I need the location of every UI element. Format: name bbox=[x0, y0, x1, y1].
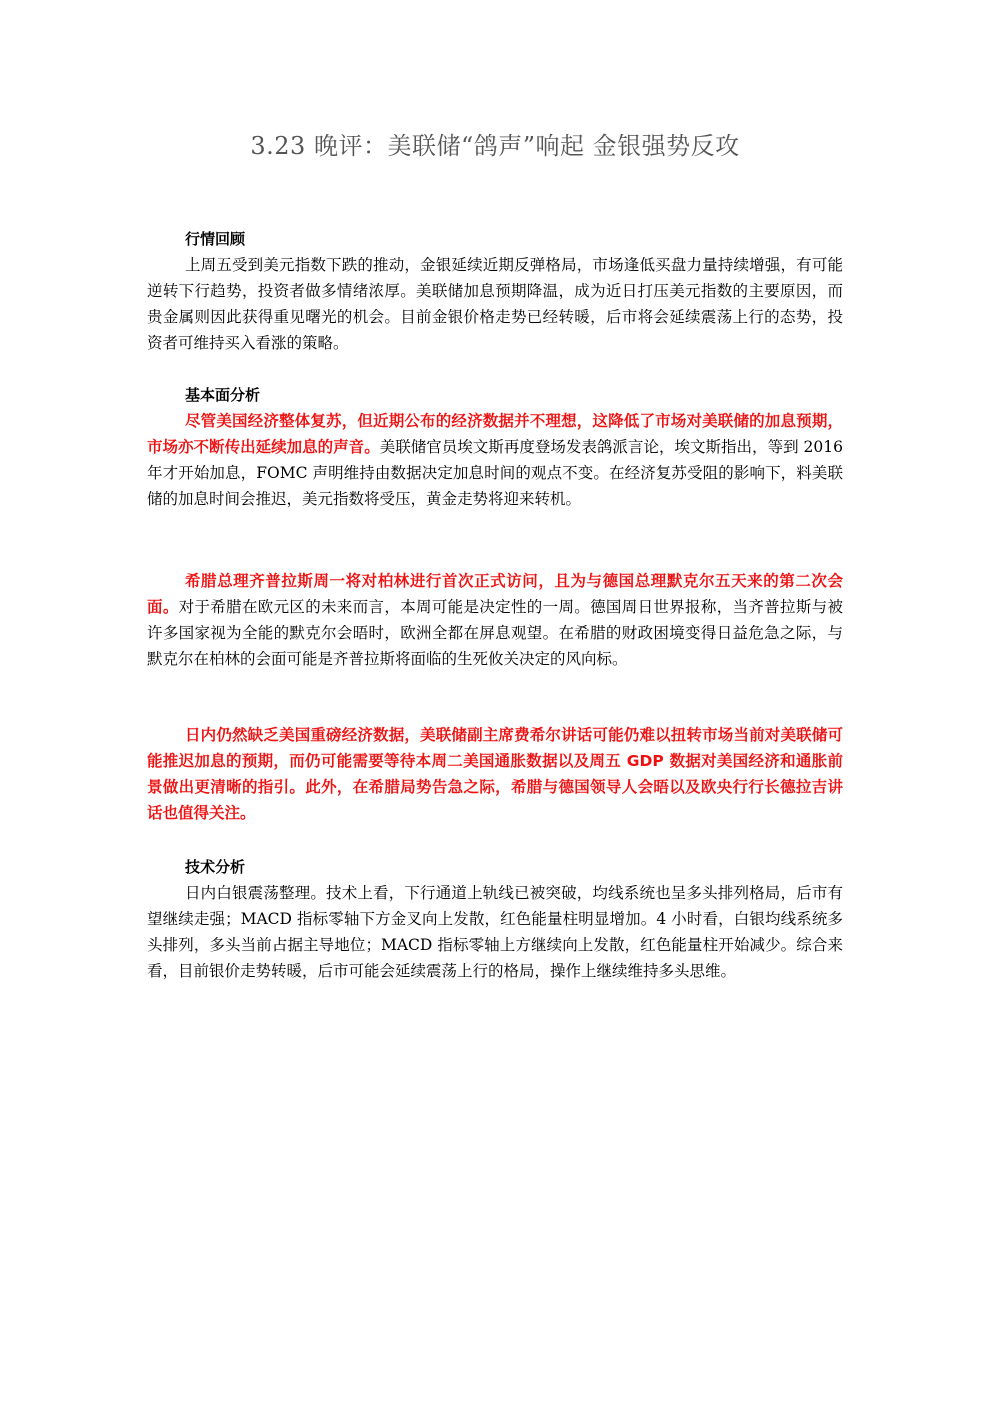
fundamental-highlight-1: 尽管美国经济整体复苏，但近期公布的经济数据并不理想，这降低了市场对美联储的加息预期，市场亦不断传出延续加息的声音。 bbox=[147, 412, 843, 456]
section-heading-market-review: 行情回顾 bbox=[185, 230, 246, 248]
fundamental-highlight-3: 日内仍然缺乏美国重磅经济数据，美联储副主席费希尔讲话可能仍难以扭转市场当前对美联储可能推迟加息的预期，而仍可能需要等待本周二美国通胀数据以及周五 GDP 数据对美国经济和通胀前景做出更清晰的指引。此外，在希腊局势告急之际，希腊与德国领导人会晤以及欧央行行长德拉吉讲话也值得关注。 bbox=[147, 726, 843, 822]
fundamental-text-1: 美联储官员埃文斯再度登场发表鸽派言论，埃文斯指出，等到 2016 年才开始加息，FOMC 声明维持由数据决定加息时间的观点不变。在经济复苏受阻的影响下，料美联储的加息时间会推迟，美元指数将受压，黄金走势将迎来转机。 bbox=[147, 438, 843, 508]
market-review-paragraph: 上周五受到美元指数下跌的推动，金银延续近期反弹格局，市场逢低买盘力量持续增强，有可能逆转下行趋势，投资者做多情绪浓厚。美联储加息预期降温，成为近日打压美元指数的主要原因，而贵金属则因此获得重见曙光的机会。目前金银价格走势已经转暖，后市将会延续震荡上行的态势，投资者可维持买入看涨的策略。 bbox=[147, 256, 843, 352]
fundamental-text-2: 对于希腊在欧元区的未来而言，本周可能是决定性的一周。德国周日世界报称，当齐普拉斯与被许多国家视为全能的默克尔会晤时，欧洲全都在屏息观望。在希腊的财政困境变得日益危急之际，与默克尔在柏林的会面可能是齐普拉斯将面临的生死攸关决定的风向标。 bbox=[147, 598, 843, 668]
section-fundamental bbox=[147, 382, 843, 512]
section-heading-technical: 技术分析 bbox=[185, 858, 246, 876]
section-fundamental-outlook bbox=[147, 722, 843, 826]
page-title: 3.23 晚评：美联储“鸽声”响起 金银强势反攻 bbox=[250, 132, 740, 160]
fundamental-paragraph-2 bbox=[147, 568, 843, 672]
fundamental-highlight-2: 希腊总理齐普拉斯周一将对柏林进行首次正式访问，且为与德国总理默克尔五天来的第二次会面。 bbox=[147, 572, 843, 616]
section-technical bbox=[147, 854, 843, 984]
technical-paragraph: 日内白银震荡整理。技术上看，下行通道上轨线已被突破，均线系统也呈多头排列格局，后市有望继续走强；MACD 指标零轴下方金叉向上发散，红色能量柱明显增加。4 小时看，白银均线系统多头排列，多头当前占据主导地位；MACD 指标零轴上方继续向上发散，红色能量柱开始减少。综合来看，目前银价走势转暖，后市可能会延续震荡上行的格局，操作上继续维持多头思维。 bbox=[147, 884, 843, 980]
section-fundamental-greece bbox=[147, 568, 843, 672]
section-market-review bbox=[147, 226, 843, 356]
section-heading-fundamental: 基本面分析 bbox=[185, 386, 261, 404]
fundamental-paragraph-1 bbox=[147, 408, 843, 512]
fundamental-paragraph-3 bbox=[147, 722, 843, 826]
